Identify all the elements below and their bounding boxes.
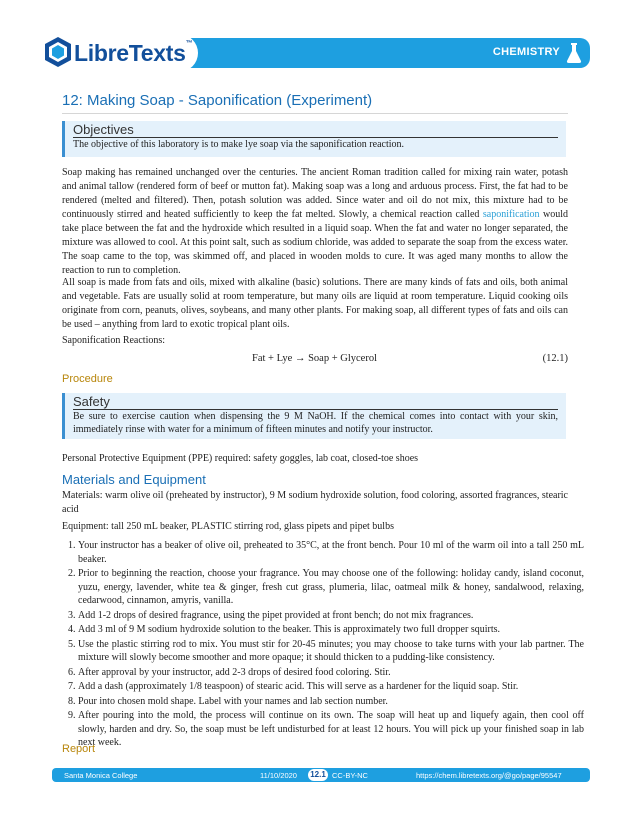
- libretexts-logo[interactable]: [38, 34, 198, 72]
- materials-heading: Materials and Equipment: [62, 472, 206, 487]
- footer-page-number: 12.1: [308, 769, 328, 781]
- list-item: 4. Add 3 ml of 9 M sodium hydroxide solution to the beaker. This is approximately two full dropper squirts.: [78, 623, 584, 637]
- equipment-text: Equipment: tall 250 mL beaker, PLASTIC stirring rod, glass pipets and pipet bulbs: [62, 521, 394, 532]
- safety-box: [62, 393, 566, 439]
- saponification-reactions-label: Saponification Reactions:: [62, 335, 166, 346]
- objectives-title: Objectives: [73, 123, 558, 138]
- list-item: 3. Add 1-2 drops of desired fragrance, using the pipet provided at front bench; do not mix fragrances.: [78, 609, 584, 623]
- footer-license: CC-BY-NC: [332, 771, 368, 780]
- logo-text: LibreTexts™: [74, 40, 193, 66]
- equation-row: [62, 353, 568, 367]
- list-item: 8. Pour into chosen mold shape. Label with your names and lab section number.: [78, 695, 584, 709]
- objectives-box: [62, 121, 566, 157]
- list-item: 5. Use the plastic stirring rod to mix. You must stir for 20-45 minutes; you may choose to take turns with your lab partner. The mixture will slowly become smoother and more opaque; it should thicken to a pudding-like consistency.: [78, 638, 584, 665]
- list-item: 1. Your instructor has a beaker of olive oil, preheated to 35°C, at the front bench. Pour 10 ml of the warm oil into a tall 250 mL beaker.: [78, 539, 584, 566]
- saponification-link[interactable]: saponification: [482, 209, 540, 220]
- objectives-body: The objective of this laboratory is to make lye soap via the saponification reaction.: [73, 139, 405, 150]
- libretexts-cube-icon: [44, 36, 72, 68]
- materials-text: Materials: warm olive oil (preheated by instructor), 9 M sodium hydroxide solution, food coloring, assorted fragrances, stearic acid: [62, 490, 568, 515]
- page-footer: [52, 768, 590, 782]
- list-item: 7. Add a dash (approximately 1/8 teaspoon) of stearic acid. This will serve as a hardener for the liquid soap. Stir.: [78, 680, 584, 694]
- page-title: 12: Making Soap - Saponification (Experiment): [62, 92, 568, 114]
- safety-title: Safety: [73, 395, 558, 410]
- footer-college: Santa Monica College: [64, 771, 138, 780]
- subject-label: CHEMISTRY: [492, 46, 560, 58]
- list-item: 6. After approval by your instructor, add 2-3 drops of desired food coloring. Stir.: [78, 666, 584, 680]
- equation-text: Fat + Lye → Soap + Glycerol: [252, 353, 377, 364]
- page-header: [38, 38, 590, 68]
- report-heading: Report: [62, 743, 96, 755]
- safety-body: Be sure to exercise caution when dispensing the 9 M NaOH. If the chemical comes into contact with your skin, immediately rinse with water for a minimum of fifteen minutes and notify your instructor.: [73, 411, 558, 435]
- procedure-heading: Procedure: [62, 373, 113, 385]
- footer-date: 11/10/2020: [260, 771, 297, 780]
- footer-url[interactable]: https://chem.libretexts.org/@go/page/95547: [416, 771, 562, 780]
- intro-paragraph-2: All soap is made from fats and oils, mixed with alkaline (basic) solutions. There are many kinds of fats and oils, both animal and vegetable. Fats are usually solid at room temperature, but many oils are liquid at room temperature. Liquid cooking oils originate from corn, peanuts, olives, soybeans, and many other plants. For making soap, all different types of fats and oils can be used – anything from lard to exotic tropical plant oils.: [62, 277, 568, 330]
- ppe-text: Personal Protective Equipment (PPE) required: safety goggles, lab coat, closed-toe shoes: [62, 453, 419, 464]
- flask-icon: [566, 42, 582, 64]
- intro-paragraph-1: Soap making has remained unchanged over the centuries. The ancient Roman tradition called for mixing rain water, potash and animal tallow (rendered form of beef or mutton fat). Making soap was a long and arduous process. First, the fat had to be rendered (melted and filtered). Then, potash solution was added. Since water and oil do not mix, this mixture had to be continuously stirred and heated sufficiently to keep the fat melted. Slowly, a chemical reaction called saponification would take place between the fat and the hydroxide which resulted in a liquid soap. When the fat and water no longer separated, the mixture was allowed to cool. At this point salt, such as sodium chloride, was added to separate the soap from the excess water. The soap came to the top, was skimmed off, and placed in wooden molds to cure. It was aged many months to allow the reaction to run to completion.: [62, 167, 569, 276]
- list-item: 2. Prior to beginning the reaction, choose your fragrance. You may choose one of the following: holiday candy, island coconut, yuzu, energy, lavender, white tea & ginger, fresh cut grass, plumeria, lilac, oatmeal milk & honey, sandalwood, relaxing, cedarwood, cinnamon, amyris, vanilla.: [78, 567, 584, 608]
- procedure-steps: [62, 539, 584, 751]
- equation-number: (12.1): [542, 353, 568, 364]
- list-item: 9. After pouring into the mold, the process will continue on its own. The soap will heat up and liquefy again, then cool off slowly, harden and dry. So, the soap must be left undisturbed for at least 12 hours. You will pick up your finished soap in lab next week.: [78, 709, 584, 750]
